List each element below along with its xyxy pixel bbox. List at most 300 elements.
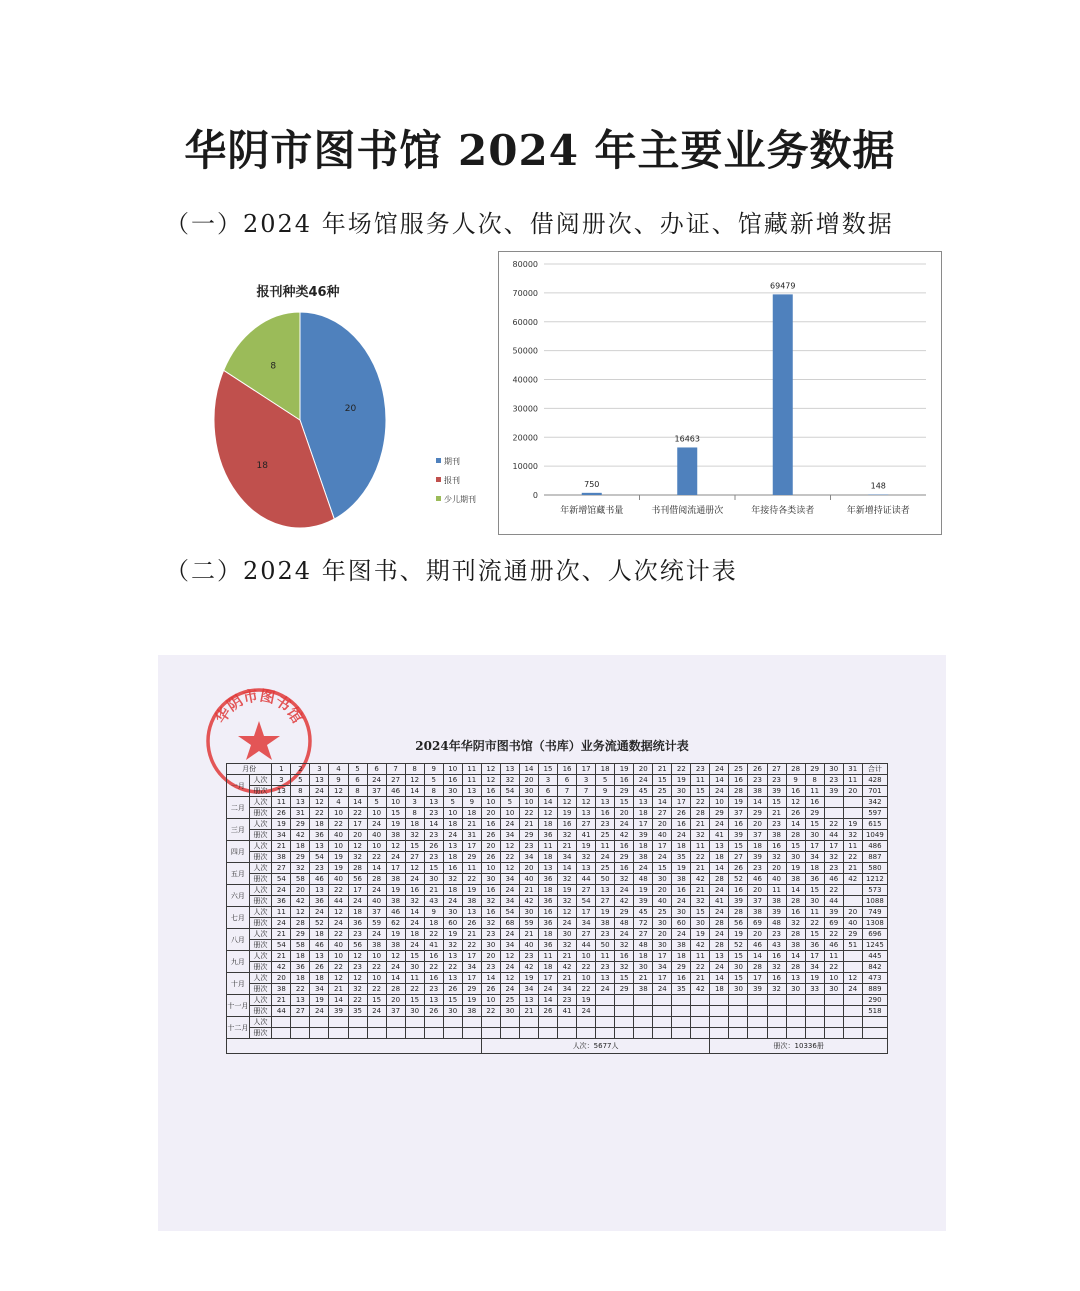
data-cell: 18	[748, 841, 767, 852]
pie-legend-swatch	[436, 458, 441, 463]
data-cell: 19	[386, 929, 405, 940]
data-cell: 15	[653, 863, 672, 874]
data-cell: 48	[634, 874, 653, 885]
data-cell: 24	[405, 874, 424, 885]
data-cell: 31	[462, 830, 481, 841]
data-cell: 23	[519, 841, 538, 852]
row-total-cell: 1245	[862, 940, 887, 951]
data-cell: 30	[805, 896, 824, 907]
data-cell: 16	[672, 885, 691, 896]
table-row	[227, 1017, 888, 1028]
row-kind-cell: 册次	[249, 852, 272, 863]
data-cell: 14	[710, 973, 729, 984]
data-cell: 23	[767, 775, 786, 786]
data-cell: 32	[843, 830, 862, 841]
data-cell: 34	[577, 918, 596, 929]
data-cell: 72	[634, 918, 653, 929]
data-cell: 18	[538, 852, 557, 863]
data-cell: 13	[443, 951, 462, 962]
data-cell: 52	[729, 874, 748, 885]
row-kind-cell: 人次	[249, 819, 272, 830]
data-cell: 43	[424, 896, 443, 907]
data-cell: 14	[786, 819, 805, 830]
data-cell: 14	[386, 973, 405, 984]
data-cell: 22	[519, 808, 538, 819]
data-cell: 22	[481, 1006, 500, 1017]
data-cell: 48	[634, 940, 653, 951]
data-cell: 38	[672, 940, 691, 951]
day-header: 11	[462, 764, 481, 775]
data-cell: 41	[577, 830, 596, 841]
data-cell	[538, 1028, 557, 1039]
table-row	[227, 786, 888, 797]
data-cell: 24	[653, 852, 672, 863]
data-cell: 60	[672, 918, 691, 929]
data-cell: 45	[634, 907, 653, 918]
day-header: 10	[443, 764, 462, 775]
data-cell: 32	[558, 830, 577, 841]
data-cell	[443, 1017, 462, 1028]
data-cell: 36	[272, 896, 291, 907]
data-cell: 38	[386, 940, 405, 951]
data-cell: 29	[615, 984, 634, 995]
data-cell: 68	[500, 918, 519, 929]
data-cell: 7	[558, 786, 577, 797]
total-header: 合计	[862, 764, 887, 775]
data-cell	[805, 1028, 824, 1039]
data-cell	[443, 1028, 462, 1039]
data-cell: 24	[710, 819, 729, 830]
day-header: 29	[805, 764, 824, 775]
table-row	[227, 874, 888, 885]
bar-y-tick-label: 10000	[512, 462, 538, 472]
day-header: 24	[710, 764, 729, 775]
data-cell: 28	[748, 962, 767, 973]
data-cell: 24	[405, 940, 424, 951]
data-cell: 15	[805, 819, 824, 830]
data-cell	[310, 1028, 329, 1039]
data-cell: 14	[405, 907, 424, 918]
data-cell: 23	[424, 830, 443, 841]
data-cell: 23	[767, 929, 786, 940]
data-cell: 24	[596, 984, 615, 995]
data-cell: 13	[462, 907, 481, 918]
data-cell	[729, 1028, 748, 1039]
data-cell: 11	[272, 907, 291, 918]
data-cell: 12	[500, 951, 519, 962]
row-kind-cell: 人次	[249, 863, 272, 874]
data-cell: 13	[310, 951, 329, 962]
data-cell: 16	[596, 808, 615, 819]
data-cell: 29	[615, 786, 634, 797]
data-cell: 35	[672, 852, 691, 863]
data-cell: 27	[291, 1006, 310, 1017]
data-cell: 15	[786, 841, 805, 852]
data-cell: 8	[405, 808, 424, 819]
data-cell: 18	[291, 951, 310, 962]
data-cell: 40	[653, 896, 672, 907]
data-cell: 46	[748, 940, 767, 951]
data-cell	[824, 1028, 843, 1039]
bar	[773, 294, 793, 495]
data-cell: 34	[558, 984, 577, 995]
data-cell: 14	[748, 797, 767, 808]
data-cell: 24	[443, 896, 462, 907]
data-cell: 36	[291, 962, 310, 973]
data-cell: 13	[577, 808, 596, 819]
data-cell: 15	[367, 995, 386, 1006]
data-cell: 19	[462, 885, 481, 896]
data-cell: 5	[443, 797, 462, 808]
data-cell: 32	[291, 863, 310, 874]
data-cell: 16	[424, 973, 443, 984]
data-cell: 28	[367, 874, 386, 885]
data-cell: 44	[329, 896, 348, 907]
data-cell: 22	[310, 808, 329, 819]
data-cell: 13	[538, 863, 557, 874]
data-cell: 18	[710, 984, 729, 995]
data-cell: 12	[577, 797, 596, 808]
data-cell: 29	[519, 830, 538, 841]
data-cell: 24	[558, 918, 577, 929]
data-cell: 17	[653, 841, 672, 852]
data-cell: 42	[691, 940, 710, 951]
data-cell: 26	[672, 808, 691, 819]
data-cell: 52	[729, 940, 748, 951]
data-cell	[272, 1028, 291, 1039]
circulation-statistics-table	[226, 763, 888, 1054]
data-cell: 32	[500, 775, 519, 786]
data-cell	[653, 995, 672, 1006]
data-cell: 38	[786, 940, 805, 951]
bar-y-tick-label: 0	[532, 491, 538, 500]
table-row	[227, 896, 888, 907]
row-total-cell: 615	[862, 819, 887, 830]
day-header: 21	[653, 764, 672, 775]
data-cell: 13	[424, 797, 443, 808]
data-cell: 17	[653, 973, 672, 984]
data-cell: 10	[577, 973, 596, 984]
data-cell: 17	[348, 885, 367, 896]
data-cell: 21	[272, 995, 291, 1006]
data-cell: 34	[805, 852, 824, 863]
data-cell: 10	[481, 863, 500, 874]
data-cell: 25	[653, 786, 672, 797]
data-cell: 12	[558, 907, 577, 918]
data-cell: 28	[786, 962, 805, 973]
data-cell: 28	[710, 874, 729, 885]
day-header: 5	[348, 764, 367, 775]
data-cell: 23	[824, 775, 843, 786]
data-cell: 58	[291, 874, 310, 885]
data-cell: 37	[386, 1006, 405, 1017]
bar-y-tick-label: 30000	[512, 404, 538, 414]
month-cell: 十一月	[227, 995, 250, 1017]
data-cell: 30	[443, 907, 462, 918]
data-cell: 12	[386, 951, 405, 962]
data-cell: 18	[462, 808, 481, 819]
data-cell: 44	[577, 874, 596, 885]
row-total-cell: 887	[862, 852, 887, 863]
data-cell: 39	[767, 786, 786, 797]
data-cell: 24	[500, 929, 519, 940]
data-cell: 56	[729, 918, 748, 929]
day-header: 18	[596, 764, 615, 775]
data-cell: 34	[310, 984, 329, 995]
data-cell: 34	[519, 852, 538, 863]
table-row	[227, 863, 888, 874]
table-row	[227, 929, 888, 940]
data-cell: 29	[462, 984, 481, 995]
data-cell: 40	[367, 896, 386, 907]
data-cell: 15	[805, 929, 824, 940]
data-cell: 19	[672, 775, 691, 786]
data-cell: 3	[272, 775, 291, 786]
data-cell: 12	[310, 797, 329, 808]
data-cell: 27	[634, 929, 653, 940]
data-cell	[348, 1017, 367, 1028]
data-cell: 12	[348, 951, 367, 962]
row-kind-cell: 人次	[249, 885, 272, 896]
data-cell: 24	[310, 786, 329, 797]
table-row	[227, 841, 888, 852]
data-cell: 18	[291, 973, 310, 984]
data-cell: 36	[538, 940, 557, 951]
bar-data-label: 69479	[770, 281, 796, 291]
bar-category-label: 书刊借阅流通册次	[651, 506, 724, 516]
data-cell	[367, 1017, 386, 1028]
data-cell: 19	[691, 929, 710, 940]
data-cell: 16	[672, 973, 691, 984]
pie-title: 报刊种类46种	[256, 285, 340, 300]
data-cell: 14	[424, 819, 443, 830]
day-header: 25	[729, 764, 748, 775]
data-cell: 26	[481, 830, 500, 841]
data-cell: 42	[291, 830, 310, 841]
row-kind-cell: 册次	[249, 896, 272, 907]
bar	[677, 447, 697, 495]
data-cell: 36	[310, 896, 329, 907]
data-cell: 32	[348, 984, 367, 995]
data-cell	[653, 1028, 672, 1039]
data-cell: 24	[367, 1006, 386, 1017]
data-cell: 30	[634, 962, 653, 973]
data-cell: 34	[500, 874, 519, 885]
data-cell: 69	[748, 918, 767, 929]
bar-chart-panel	[498, 251, 942, 535]
data-cell: 3	[538, 775, 557, 786]
data-cell: 17	[386, 863, 405, 874]
data-cell: 13	[310, 841, 329, 852]
data-cell: 20	[653, 885, 672, 896]
table-row	[227, 808, 888, 819]
data-cell: 29	[291, 929, 310, 940]
data-cell: 21	[519, 1006, 538, 1017]
data-cell: 15	[405, 841, 424, 852]
data-cell	[767, 995, 786, 1006]
data-cell: 69	[824, 918, 843, 929]
data-cell: 5	[424, 775, 443, 786]
data-cell: 38	[272, 984, 291, 995]
data-cell	[329, 1028, 348, 1039]
data-cell: 14	[367, 863, 386, 874]
data-cell: 18	[538, 962, 557, 973]
data-cell: 32	[691, 896, 710, 907]
row-total-cell: 889	[862, 984, 887, 995]
table-row	[227, 984, 888, 995]
data-cell	[462, 1017, 481, 1028]
data-cell: 21	[519, 819, 538, 830]
row-kind-cell: 册次	[249, 874, 272, 885]
data-cell: 12	[500, 973, 519, 984]
data-cell: 16	[405, 885, 424, 896]
data-cell: 28	[786, 830, 805, 841]
data-cell: 22	[691, 962, 710, 973]
row-total-cell: 842	[862, 962, 887, 973]
data-cell: 24	[386, 962, 405, 973]
data-cell	[367, 1028, 386, 1039]
data-cell: 12	[500, 863, 519, 874]
data-cell: 13	[577, 863, 596, 874]
data-cell: 19	[729, 929, 748, 940]
month-header: 月份	[227, 764, 272, 775]
data-cell	[462, 1028, 481, 1039]
data-cell: 6	[538, 786, 557, 797]
data-cell: 50	[596, 940, 615, 951]
svg-text:华阴市图书馆: 华阴市图书馆	[211, 686, 307, 727]
data-cell: 13	[272, 786, 291, 797]
data-cell: 32	[767, 962, 786, 973]
data-cell: 13	[310, 775, 329, 786]
month-cell: 十月	[227, 973, 250, 995]
data-cell: 40	[519, 940, 538, 951]
data-cell	[843, 1006, 862, 1017]
data-cell: 38	[767, 830, 786, 841]
data-cell: 21	[462, 929, 481, 940]
data-cell: 11	[824, 951, 843, 962]
day-header: 19	[615, 764, 634, 775]
data-cell: 24	[386, 852, 405, 863]
data-cell: 24	[615, 929, 634, 940]
data-cell: 30	[558, 929, 577, 940]
row-kind-cell: 人次	[249, 951, 272, 962]
data-cell	[653, 1017, 672, 1028]
data-cell: 46	[310, 940, 329, 951]
data-cell: 16	[767, 973, 786, 984]
row-total-cell	[862, 1017, 887, 1028]
data-cell: 23	[424, 808, 443, 819]
data-cell: 12	[386, 841, 405, 852]
data-cell: 36	[538, 874, 557, 885]
data-cell: 24	[367, 775, 386, 786]
data-cell: 11	[272, 797, 291, 808]
data-cell: 13	[443, 841, 462, 852]
data-cell: 38	[462, 896, 481, 907]
data-cell: 37	[729, 808, 748, 819]
day-header: 16	[558, 764, 577, 775]
data-cell	[615, 1028, 634, 1039]
data-cell: 37	[367, 786, 386, 797]
data-cell: 17	[748, 973, 767, 984]
data-cell: 20	[519, 775, 538, 786]
data-cell: 24	[367, 929, 386, 940]
data-cell: 38	[767, 896, 786, 907]
data-cell: 19	[786, 863, 805, 874]
data-cell: 34	[558, 852, 577, 863]
row-kind-cell: 人次	[249, 841, 272, 852]
data-cell: 26	[729, 863, 748, 874]
data-cell: 14	[538, 995, 557, 1006]
data-cell: 21	[329, 984, 348, 995]
data-cell: 5	[291, 775, 310, 786]
table-row	[227, 775, 888, 786]
data-cell: 10	[367, 951, 386, 962]
pie-chart-panel	[158, 262, 490, 534]
bar-category-label: 年接待各类读者	[751, 506, 815, 516]
data-cell: 24	[710, 885, 729, 896]
month-cell: 四月	[227, 841, 250, 863]
data-cell: 24	[367, 885, 386, 896]
month-cell: 六月	[227, 885, 250, 907]
data-cell: 10	[329, 841, 348, 852]
data-cell: 11	[462, 775, 481, 786]
data-cell: 11	[805, 907, 824, 918]
data-cell: 42	[615, 830, 634, 841]
data-cell: 22	[348, 995, 367, 1006]
data-cell	[634, 1017, 653, 1028]
bar-y-tick-label: 40000	[512, 375, 538, 385]
data-cell	[386, 1028, 405, 1039]
data-cell: 44	[824, 830, 843, 841]
data-cell: 35	[348, 1006, 367, 1017]
day-header: 20	[634, 764, 653, 775]
data-cell: 28	[786, 929, 805, 940]
data-cell	[653, 1006, 672, 1017]
data-cell: 22	[824, 929, 843, 940]
data-cell: 19	[634, 885, 653, 896]
data-cell	[519, 1017, 538, 1028]
data-cell	[272, 1017, 291, 1028]
data-cell: 38	[748, 786, 767, 797]
data-cell: 32	[405, 830, 424, 841]
data-cell: 46	[386, 786, 405, 797]
data-cell	[748, 995, 767, 1006]
data-cell	[405, 1028, 424, 1039]
data-cell: 19	[443, 929, 462, 940]
data-cell: 44	[272, 1006, 291, 1017]
data-cell: 16	[729, 775, 748, 786]
data-cell: 28	[729, 907, 748, 918]
data-cell: 22	[462, 874, 481, 885]
data-cell: 32	[558, 896, 577, 907]
row-kind-cell: 人次	[249, 907, 272, 918]
data-cell: 46	[748, 874, 767, 885]
data-cell: 38	[672, 874, 691, 885]
row-total-cell	[862, 1028, 887, 1039]
data-cell	[710, 1006, 729, 1017]
data-cell: 18	[405, 929, 424, 940]
data-cell: 26	[272, 808, 291, 819]
data-cell: 20	[386, 995, 405, 1006]
data-cell: 16	[767, 841, 786, 852]
data-cell: 20	[348, 830, 367, 841]
data-cell	[748, 1028, 767, 1039]
data-cell: 19	[272, 819, 291, 830]
data-cell: 42	[558, 962, 577, 973]
data-cell: 22	[443, 962, 462, 973]
table-row	[227, 852, 888, 863]
data-cell: 23	[558, 995, 577, 1006]
